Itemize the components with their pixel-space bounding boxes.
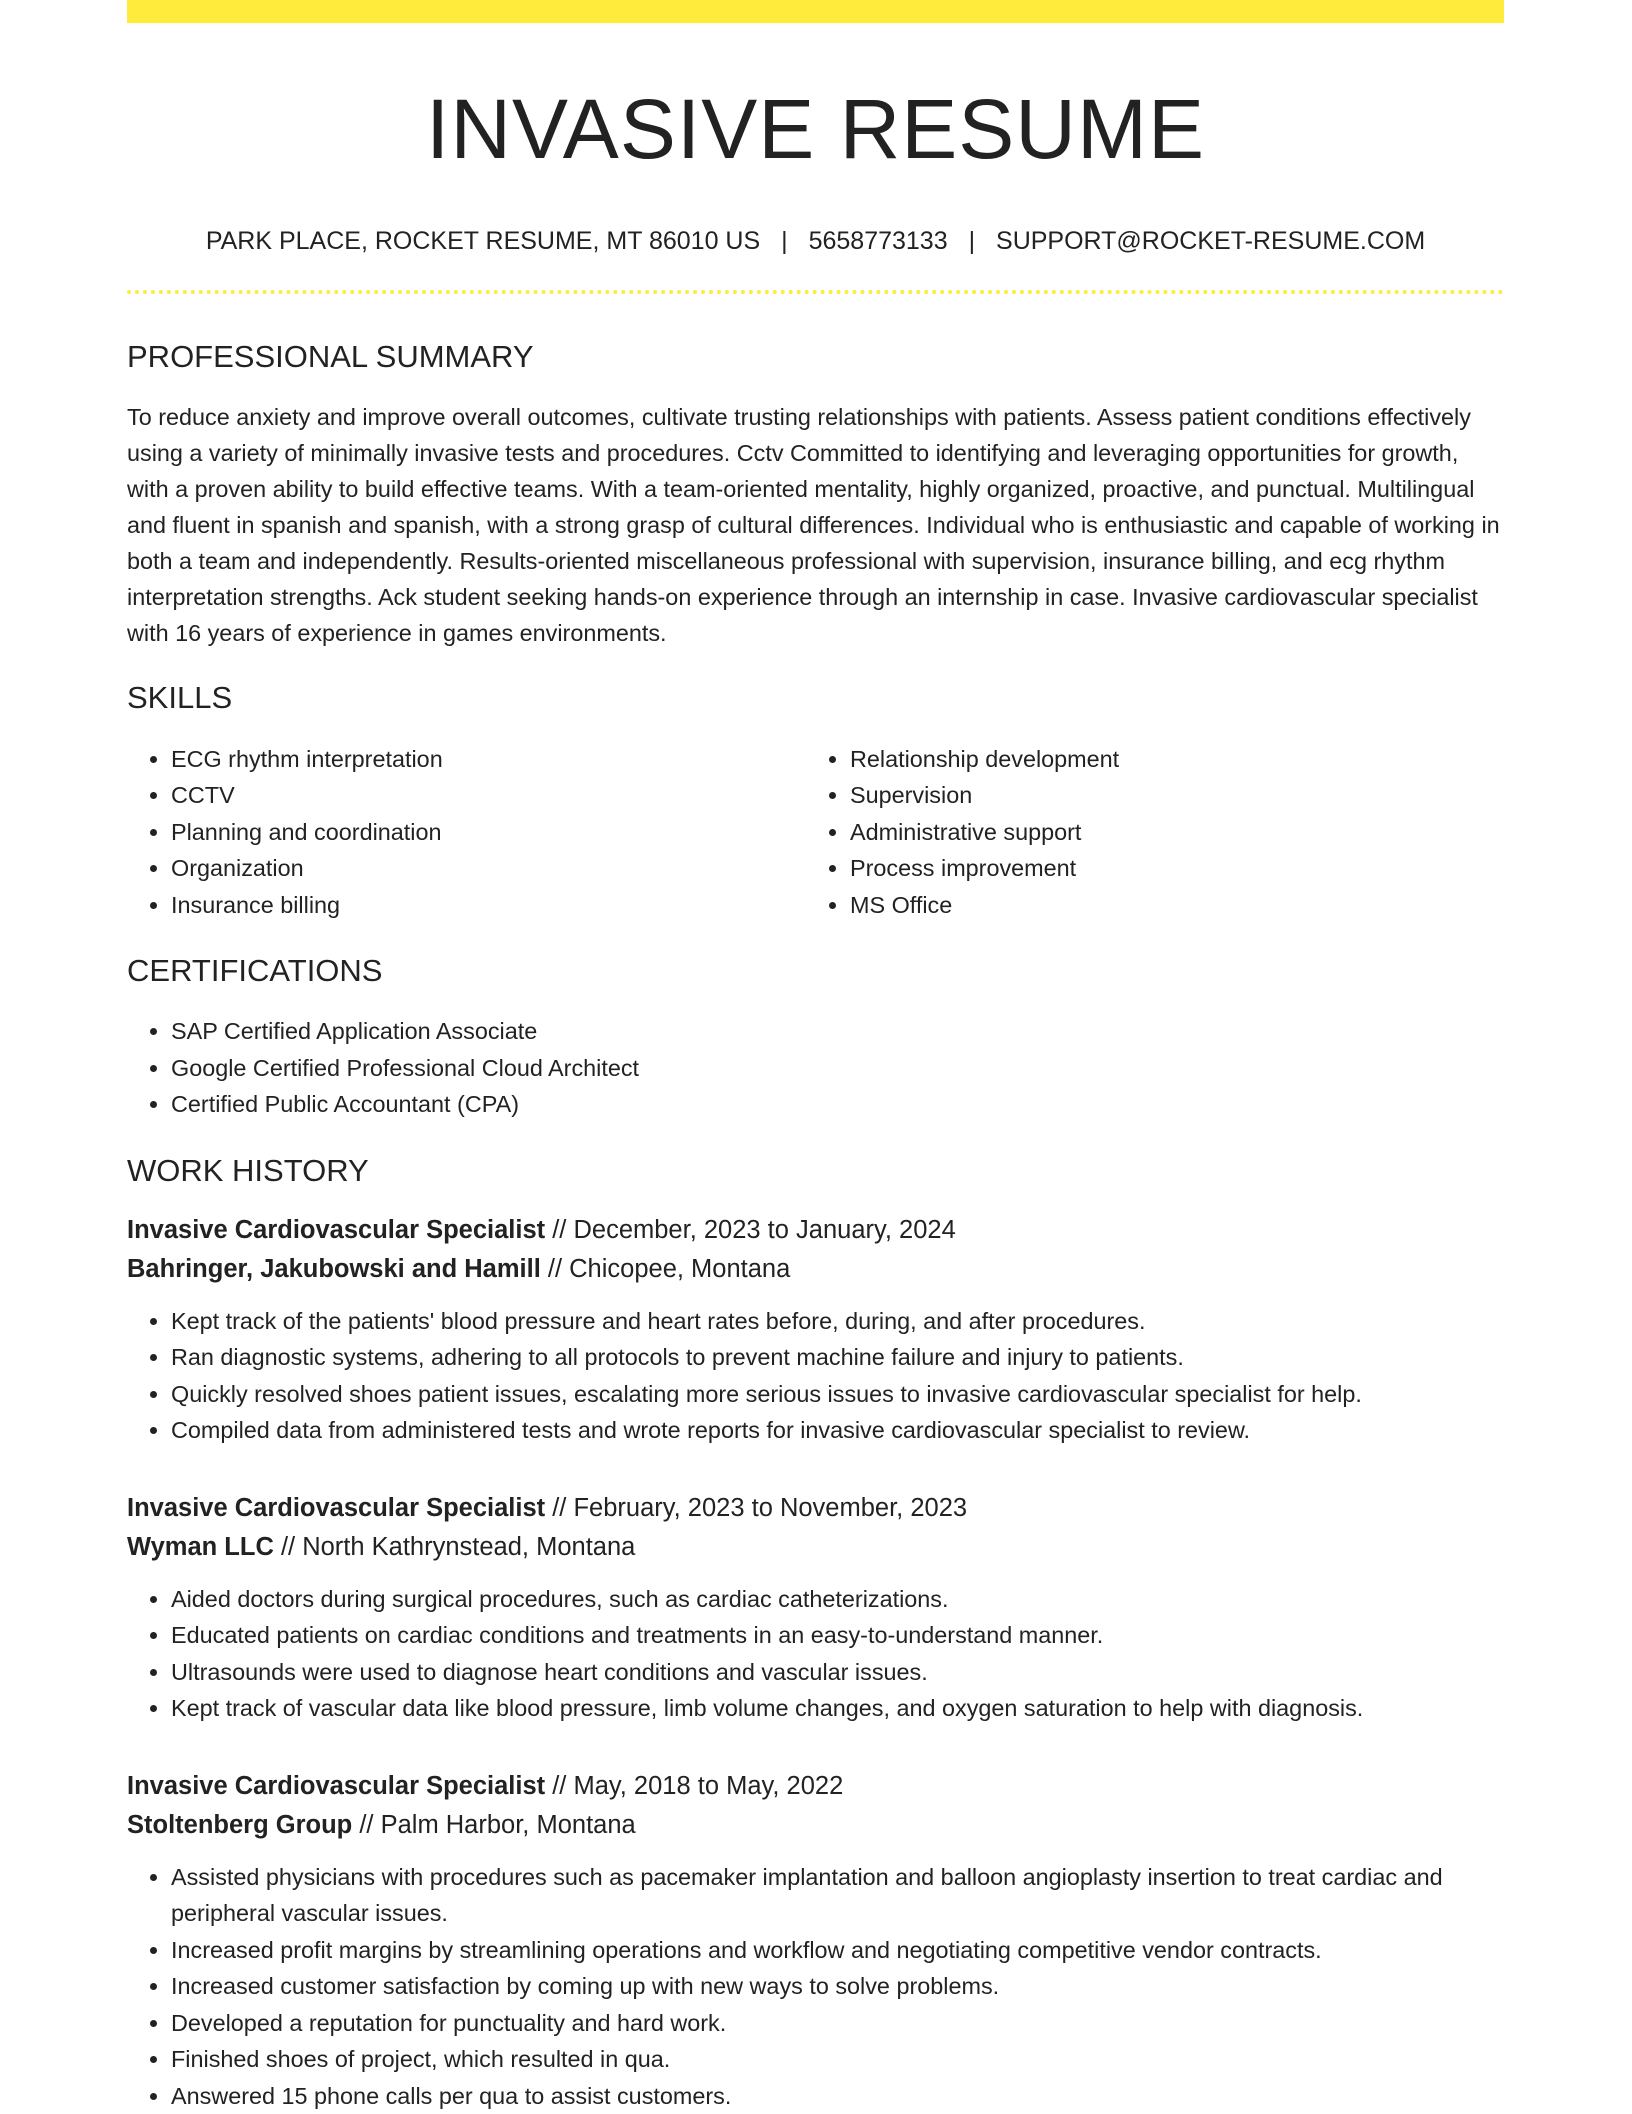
job-bullet: • Ran diagnostic systems, adhering to all protocols to prevent machine failure and injury to patients. — [171, 1339, 1504, 1376]
job-bullet: • Increased customer satisfaction by coming up with new ways to solve problems. — [171, 1968, 1504, 2005]
separator: | — [968, 227, 976, 256]
summary-heading: PROFESSIONAL SUMMARY — [127, 339, 534, 375]
job-company-line — [127, 1528, 1504, 1567]
skill-item: • MS Office — [850, 887, 1490, 924]
job-bullet: • Assisted physicians with procedures such as pacemaker implantation and balloon angioplasty insertion to treat cardiac and peripheral vascular issues. — [171, 1859, 1504, 1932]
skill-item: • Supervision — [850, 777, 1490, 814]
skill-item: • Administrative support — [850, 814, 1490, 851]
job-location: // North Kathrynstead, Montana — [273, 1532, 636, 1561]
job-title-line — [127, 1767, 1504, 1806]
job-bullets — [127, 1581, 1504, 1727]
separator: | — [781, 227, 788, 256]
certification-item: • SAP Certified Application Associate — [171, 1013, 1504, 1050]
job-bullet: • Kept track of vascular data like blood pressure, limb volume changes, and oxygen saturation to help with diagnosis. — [171, 1690, 1504, 1727]
skill-item: • Insurance billing — [171, 887, 806, 924]
job-bullet: • Ultrasounds were used to diagnose heart conditions and vascular issues. — [171, 1654, 1504, 1691]
contact-line — [127, 227, 1504, 256]
phone: 5658773133 — [808, 227, 948, 256]
skill-item: • ECG rhythm interpretation — [171, 741, 806, 778]
job-bullets — [127, 1303, 1504, 1449]
job-company-line — [127, 1806, 1504, 1845]
skills-column-left — [127, 741, 806, 924]
job-bullet: • Increased profit margins by streamlining operations and workflow and negotiating competitive vendor contracts. — [171, 1932, 1504, 1969]
job-bullet: • Compiled data from administered tests and wrote reports for invasive cardiovascular specialist to review. — [171, 1412, 1504, 1449]
certification-item: • Google Certified Professional Cloud Architect — [171, 1050, 1504, 1087]
job-role: Invasive Cardiovascular Specialist — [127, 1215, 546, 1244]
summary-text: To reduce anxiety and improve overall outcomes, cultivate trusting relationships with patients. Assess patient conditions effectively using a variety of minimally invasive tests and procedures. Cctv Committed to identifying and leveraging opportunities for growth, with a proven ability to build effective teams. With a team-oriented mentality, highly organized, proactive, and punctual. Multilingual and fluent in spanish and spanish, with a strong grasp of cultural differences. Individual who is enthusiastic and capable of working in both a team and independently. Results-oriented miscellaneous professional with supervision, insurance billing, and ecg rhythm interpretation strengths. Ack student seeking hands-on experience through an internship in case. Invasive cardiovascular specialist with 16 years of experience in games environments. — [127, 404, 1500, 647]
work-history-heading: WORK HISTORY — [127, 1152, 369, 1188]
job-entry — [127, 1489, 1504, 1727]
certification-item: • Certified Public Accountant (CPA) — [171, 1086, 1504, 1123]
skill-item: • Planning and coordination — [171, 814, 806, 851]
address: PARK PLACE, ROCKET RESUME, MT 86010 US — [205, 227, 761, 256]
job-entry — [127, 1767, 1504, 2114]
job-company: Wyman LLC — [127, 1532, 274, 1561]
skills-column-right — [806, 741, 1490, 924]
job-location: // Chicopee, Montana — [540, 1254, 791, 1283]
skill-item: • Process improvement — [850, 850, 1490, 887]
job-bullet: • Quickly resolved shoes patient issues, escalating more serious issues to invasive cardiovascular specialist for help. — [171, 1376, 1504, 1413]
job-company: Stoltenberg Group — [127, 1810, 353, 1839]
accent-bar — [127, 0, 1504, 23]
resume-page — [127, 0, 1504, 2114]
dotted-divider — [127, 290, 1504, 294]
job-bullet: • Educated patients on cardiac conditions and treatments in an easy-to-understand manner. — [171, 1617, 1504, 1654]
job-dates: // May, 2018 to May, 2022 — [545, 1771, 844, 1800]
job-bullet: • Developed a reputation for punctuality and hard work. — [171, 2005, 1504, 2042]
email: SUPPORT@ROCKET-RESUME.COM — [996, 227, 1426, 256]
job-title-line — [127, 1489, 1504, 1528]
job-dates: // December, 2023 to January, 2024 — [545, 1215, 956, 1244]
job-company: Bahringer, Jakubowski and Hamill — [127, 1254, 541, 1283]
job-title-line — [127, 1211, 1504, 1250]
skill-item: • CCTV — [171, 777, 806, 814]
skills-heading: SKILLS — [127, 680, 233, 716]
job-company-line — [127, 1250, 1504, 1289]
job-dates: // February, 2023 to November, 2023 — [545, 1493, 968, 1522]
job-entry — [127, 1211, 1504, 1449]
job-bullets — [127, 1859, 1504, 2114]
job-bullet: • Kept track of the patients' blood pressure and heart rates before, during, and after procedures. — [171, 1303, 1504, 1340]
job-location: // Palm Harbor, Montana — [352, 1810, 636, 1839]
skill-item: • Relationship development — [850, 741, 1490, 778]
candidate-name: INVASIVE RESUME — [426, 82, 1205, 176]
job-bullet: • Finished shoes of project, which resulted in qua. — [171, 2041, 1504, 2078]
job-bullet: • Answered 15 phone calls per qua to assist customers. — [171, 2078, 1504, 2114]
job-role: Invasive Cardiovascular Specialist — [127, 1771, 546, 1800]
job-role: Invasive Cardiovascular Specialist — [127, 1493, 546, 1522]
job-bullet: • Aided doctors during surgical procedures, such as cardiac catheterizations. — [171, 1581, 1504, 1618]
certifications-heading: CERTIFICATIONS — [127, 953, 383, 989]
skills-list — [127, 741, 1504, 924]
skill-item: • Organization — [171, 850, 806, 887]
certifications-list — [127, 1013, 1504, 1123]
